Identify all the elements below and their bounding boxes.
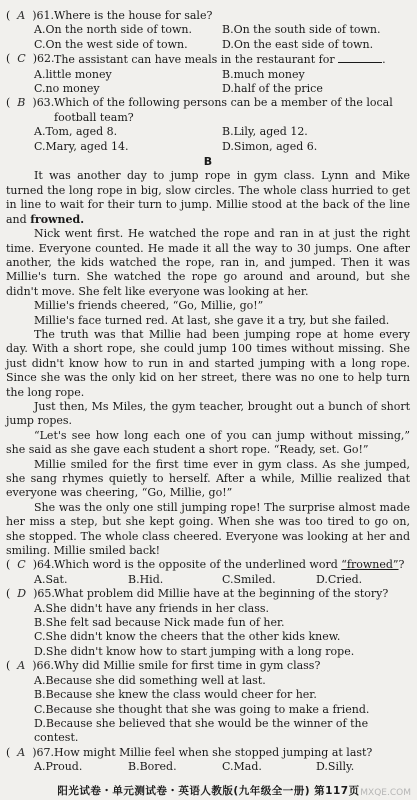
question-66 — [6, 659, 410, 673]
question-number: 62 — [37, 52, 52, 66]
option: D.She didn't know how to start jumping with a long rope. — [34, 644, 355, 658]
passage-paragraph: The truth was that Millie had been jumping rope at home every day. With a short rope, she could jump 100 times without missing. She just didn't know how to run in and started jumping with a long rope. Since she was the only kid on her street, there was no one to help turn the long rope. — [6, 327, 410, 399]
answer-letter: B — [17, 96, 26, 110]
option: A.Proud. — [34, 760, 83, 774]
passage-paragraph: Just then, Ms Miles, the gym teacher, brought out a bunch of short jump ropes. — [6, 399, 410, 428]
question-63 — [6, 96, 410, 125]
passage-paragraph: “Let's see how long each one of you can jump without missing,” she said as she gave each student a short rope. “Ready, set. Go!” — [6, 428, 410, 457]
question-stem: What problem did Millie have at the beginning of the story? — [54, 587, 389, 601]
page-footer: 阳光试卷・单元测试卷・英语人教版(九年级全一册) 第117页 — [57, 784, 360, 797]
option: C.She didn't know the cheers that the other kids knew. — [34, 630, 341, 644]
option: B.Hid. — [128, 572, 164, 586]
watermark: MXQE.COM — [360, 787, 411, 798]
question-65 — [6, 587, 410, 601]
option: C.Mad. — [222, 760, 262, 774]
answer-blank — [338, 52, 382, 63]
options-65 — [6, 602, 410, 660]
option: B.Lily, aged 12. — [222, 125, 308, 139]
question-number: 67 — [36, 745, 51, 759]
question-number: 66 — [36, 659, 51, 673]
passage-paragraph: Millie's friends cheered, “Go, Millie, go!” — [34, 299, 264, 313]
question-64 — [6, 558, 410, 572]
option: D.Cried. — [316, 572, 363, 586]
option: A.little money — [34, 67, 112, 81]
paragraph-text: It was another day to jump rope in gym class. Lynn and Mike turned the long rope in big, slow circles. The whole class hurried to get in line to wait for their turn to jump. Millie stood at the back of the line and — [6, 169, 410, 226]
option: B.On the south side of town. — [222, 23, 381, 37]
answer-bracket: ( B )63. — [6, 96, 55, 110]
question-62 — [6, 52, 410, 67]
answer-bracket: ( C )62. — [6, 52, 55, 66]
passage-paragraph: Millie smiled for the first time ever in gym class. As she jumped, she sang rhymes quietly to herself. After a while, Millie realized that everyone was cheering, “Go, Millie, go!” — [6, 457, 410, 500]
question-stem: How might Millie feel when she stopped jumping at last? — [54, 745, 373, 759]
option: B.much money — [222, 67, 305, 81]
option: C.On the west side of town. — [34, 37, 188, 51]
question-stem-text: Which word is the opposite of the underlined word — [54, 558, 342, 572]
question-stem-text: The assistant can have meals in the restaurant for — [54, 53, 335, 67]
option: B.She felt sad because Nick made fun of her. — [34, 616, 285, 630]
answer-letter: C — [17, 558, 26, 572]
question-mark: ? — [398, 558, 405, 572]
option: D.Because she believed that she would be the winner of the contest. — [34, 716, 369, 745]
option: C.no money — [34, 82, 100, 96]
option: A.Tom, aged 8. — [34, 125, 118, 139]
answer-letter: C — [17, 52, 26, 66]
passage-paragraph — [6, 169, 410, 227]
passage-paragraph: She was the only one still jumping rope! The surprise almost made her miss a step, but she kept going. When she was too tired to go on, she stopped. The whole class cheered. Everyone was looking at her and smiling. Millie smiled back! — [6, 500, 410, 558]
question-number: 64 — [37, 558, 52, 572]
answer-bracket: ( A )66. — [6, 659, 55, 673]
question-stem — [54, 558, 410, 572]
option: A.Because she did something well at last. — [34, 673, 266, 687]
option: A.Sat. — [34, 572, 68, 586]
option: C.Mary, aged 14. — [34, 139, 129, 153]
answer-letter: A — [17, 9, 26, 22]
option: B.Bored. — [128, 760, 177, 774]
answer-letter: D — [17, 587, 27, 601]
answer-letter: A — [17, 659, 26, 673]
option: B.Because she knew the class would cheer for her. — [34, 688, 317, 702]
question-number: 61 — [36, 9, 51, 22]
question-stem: Where is the house for sale? — [54, 9, 213, 22]
answer-bracket: ( D )65. — [6, 587, 55, 601]
question-61 — [6, 9, 410, 23]
option: D.Simon, aged 6. — [222, 139, 318, 153]
answer-bracket: ( A )67. — [6, 745, 55, 759]
answer-bracket: ( C )64. — [6, 558, 55, 572]
bold-word: frowned. — [30, 212, 85, 226]
options-61 — [6, 23, 410, 52]
answer-letter: A — [17, 745, 26, 759]
option: C.Because she thought that she was going to make a friend. — [34, 702, 370, 716]
question-stem: The assistant can have meals in the restaurant for . — [54, 53, 386, 67]
option: D.Silly. — [316, 760, 355, 774]
options-67 — [6, 760, 410, 774]
question-67 — [6, 746, 410, 760]
option: C.Smiled. — [222, 572, 276, 586]
passage-paragraph: Millie's face turned red. At last, she gave it a try, but she failed. — [34, 313, 390, 327]
underlined-word: “frowned” — [341, 558, 399, 572]
question-number: 63 — [36, 96, 51, 110]
options-63 — [6, 125, 410, 154]
options-66 — [6, 674, 410, 746]
option: A.She didn't have any friends in her class. — [34, 601, 270, 615]
option: D.half of the price — [222, 82, 323, 96]
option: A.On the north side of town. — [34, 23, 192, 37]
answer-bracket: ( A )61. — [6, 9, 55, 22]
question-number: 65 — [37, 587, 52, 601]
passage-paragraph: Nick went first. He watched the rope and ran in at just the right time. Everyone counted. He made it all the way to 30 jumps. One after another, the kids watched the rope, ran in, and jumped. Then it was Millie's turn. She watched the rope go around and around, but she didn't move. She felt like everyone was looking at her. — [6, 227, 410, 298]
options-62 — [6, 68, 410, 97]
option: D.On the east side of town. — [222, 37, 374, 51]
question-stem: Which of the following persons can be a member of the local football team? — [54, 96, 393, 124]
section-title: B — [203, 155, 213, 169]
question-stem: Why did Millie smile for first time in gym class? — [54, 659, 321, 673]
options-64 — [6, 573, 410, 587]
